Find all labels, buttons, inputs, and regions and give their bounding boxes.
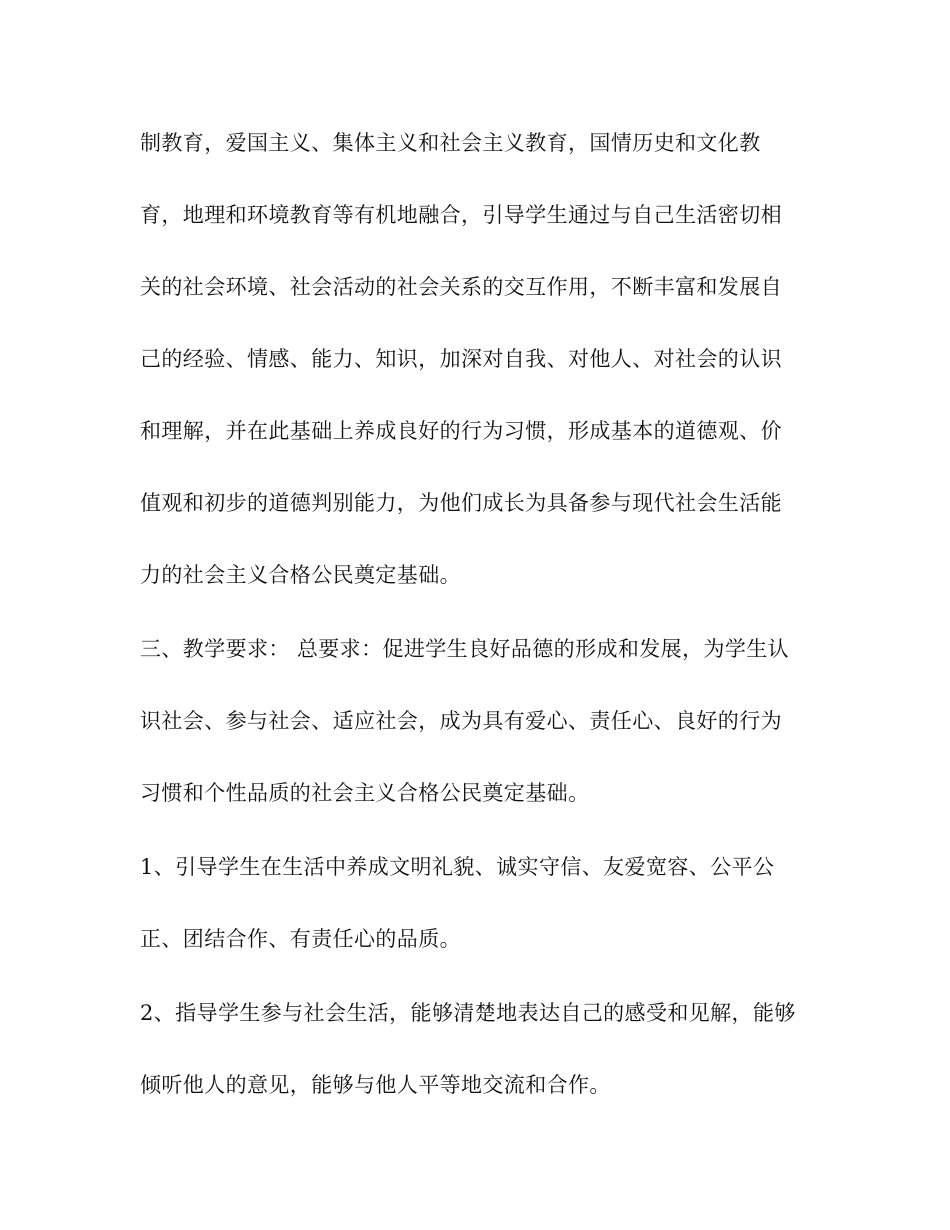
text-line: 正、团结合作、有责任心的品质。 (140, 927, 461, 951)
text-line: 力的社会主义合格公民奠定基础。 (140, 563, 461, 587)
text-line: 值观和初步的道德判别能力，为他们成长为具备参与现代社会生活能 (140, 491, 782, 515)
text-line: 育，地理和环境教育等有机地融合，引导学生通过与自己生活密切相 (140, 203, 782, 227)
text-line: 倾听他人的意见，能够与他人平等地交流和合作。 (140, 1073, 611, 1097)
text-line: 和理解，并在此基础上养成良好的行为习惯，形成基本的道德观、价 (140, 419, 782, 443)
list-item-line: 2、指导学生参与社会生活，能够清楚地表达自己的感受和见解，能够 (140, 1001, 796, 1025)
text-line: 关的社会环境、社会活动的社会关系的交互作用，不断丰富和发展自 (140, 275, 782, 299)
text-line: 识社会、参与社会、适应社会，成为具有爱心、责任心、良好的行为 (140, 709, 782, 733)
section-heading-line: 三、教学要求： 总要求：促进学生良好品德的形成和发展，为学生认 (140, 637, 790, 661)
text-line: 制教育，爱国主义、集体主义和社会主义教育，国情历史和文化教 (140, 131, 761, 155)
text-line: 习惯和个性品质的社会主义合格公民奠定基础。 (140, 781, 590, 805)
text-line: 己的经验、情感、能力、知识，加深对自我、对他人、对社会的认识 (140, 347, 782, 371)
list-item-line: 1、引导学生在生活中养成文明礼貌、诚实守信、友爱宽容、公平公 (140, 855, 775, 879)
